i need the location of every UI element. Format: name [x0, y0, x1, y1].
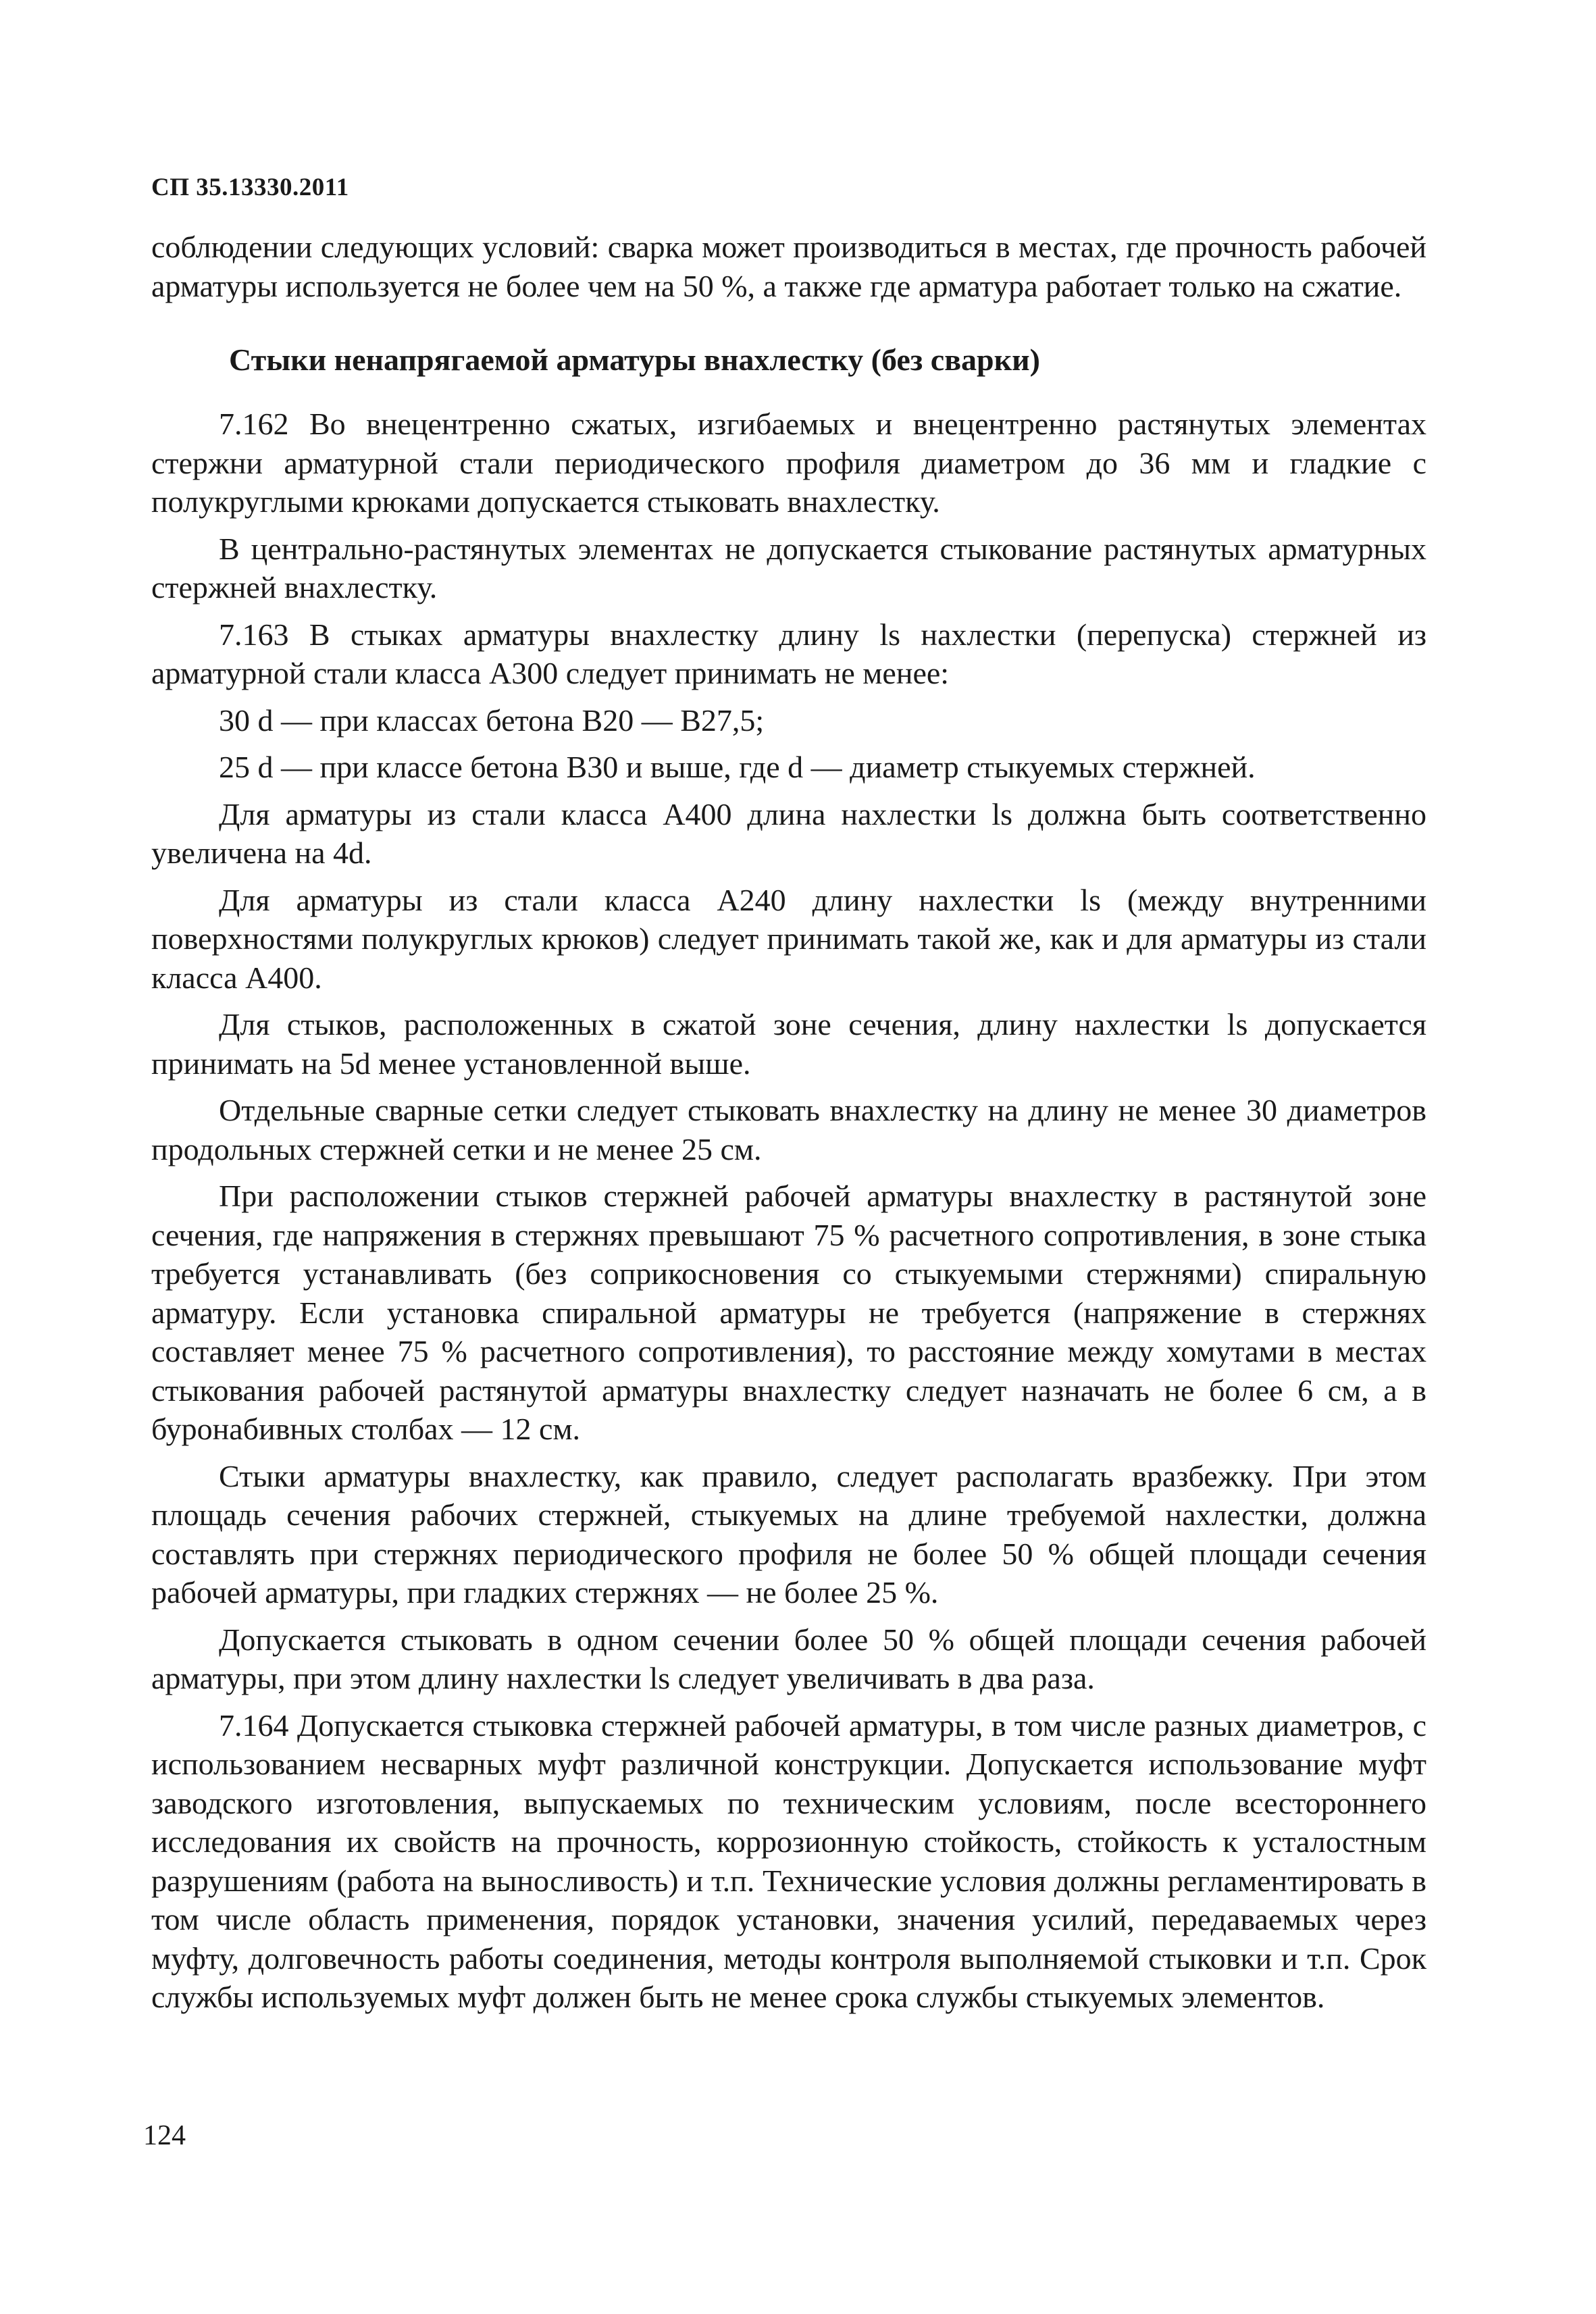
paragraph-7-163: 7.163 В стыках арматуры внахлестку длину ls нахлестки (перепуска) стержней из арматурной стали класса А300 следует принимать не менее:	[151, 617, 1426, 690]
paragraph-central-tension: В центрально-растянутых элементах не допускается стыкование растянутых арматурных стержней внахлестку.	[151, 531, 1426, 605]
paragraph-compressed-zone: Для стыков, расположенных в сжатой зоне сечения, длину нахлестки ls допускается принимать на 5d менее установленной выше.	[151, 1007, 1426, 1081]
intro-paragraph: соблюдении следующих условий: сварка может производиться в местах, где прочность рабочей арматуры используется не более чем на 50 %, а также где арматура работает только на сжатие.	[151, 230, 1426, 303]
page-number: 124	[143, 2120, 186, 2151]
section-heading: Стыки ненапрягаемой арматуры внахлестку (без сварки)	[229, 342, 1040, 377]
paragraph-25d: 25 d — при классе бетона В30 и выше, где d — диаметр стыкуемых стержней.	[219, 750, 1256, 784]
paragraph-30d: 30 d — при классах бетона В20 — В27,5;	[219, 702, 765, 738]
document-code-header: СП 35.13330.2011	[151, 174, 349, 201]
paragraph-7-162: 7.162 Во внецентренно сжатых, изгибаемых и внецентренно растянутых элементах стержни арматурной стали периодического профиля диаметром до 36 мм и гладкие с полукруглыми крюками допускается стыковать внахлестку.	[151, 407, 1426, 519]
paragraph-double-lap: Допускается стыковать в одном сечении более 50 % общей площади сечения рабочей арматуры, при этом длину нахлестки ls следует увеличивать в два раза.	[151, 1622, 1426, 1695]
document-page	[151, 173, 1426, 2017]
paragraph-welded-mesh: Отдельные сварные сетки следует стыковать внахлестку на длину не менее 30 диаметров продольных стержней сетки и не менее 25 см.	[151, 1093, 1426, 1166]
paragraph-a400: Для арматуры из стали класса А400 длина нахлестки ls должна быть соответственно увеличена на 4d.	[151, 796, 1426, 870]
paragraph-staggered-joints: Стыки арматуры внахлестку, как правило, следует располагать вразбежку. При этом площадь сечения рабочих стержней, стыкуемых на длине требуемой нахлестки, должна составлять при стержнях периодического профиля не более 50 % общей площади сечения рабочей арматуры, при гладких стержнях — не более 25 %.	[151, 1458, 1426, 1610]
paragraph-a240: Для арматуры из стали класса А240 длину нахлестки ls (между внутренними поверхностями полукруглых крюков) следует принимать такой же, как и для арматуры из стали класса А400.	[151, 882, 1426, 995]
paragraph-spiral-reinforcement: При расположении стыков стержней рабочей арматуры внахлестку в растянутой зоне сечения, где напряжения в стержнях превышают 75 % расчетного сопротивления, в зоне стыка требуется устанавливать (без соприкосновения со стыкуемыми стержнями) спиральную арматуру. Если установка спиральной арматуры не требуется (напряжение в стержнях составляет менее 75 % расчетного сопротивления), то расстояние между хомутами в местах стыкования рабочей растянутой арматуры внахлестку следует назначать не более 6 см, а в буронабивных столбах — 12 см.	[151, 1179, 1426, 1446]
paragraph-7-164: 7.164 Допускается стыковка стержней рабочей арматуры, в том числе разных диаметров, с использованием несварных муфт различной конструкции. Допускается использование муфт заводского изготовления, выпускаемых по техническим условиям, после всестороннего исследования их свойств на прочность, коррозионную стойкость, стойкость к усталостным разрушениям (работа на выносливость) и т.п. Технические условия должны регламентировать в том числе область применения, порядок установки, значения усилий, передаваемых через муфту, долговечность работы соединения, методы контроля выполняемой стыковки и т.п. Срок службы используемых муфт должен быть не менее срока службы стыкуемых элементов.	[151, 1707, 1426, 2014]
